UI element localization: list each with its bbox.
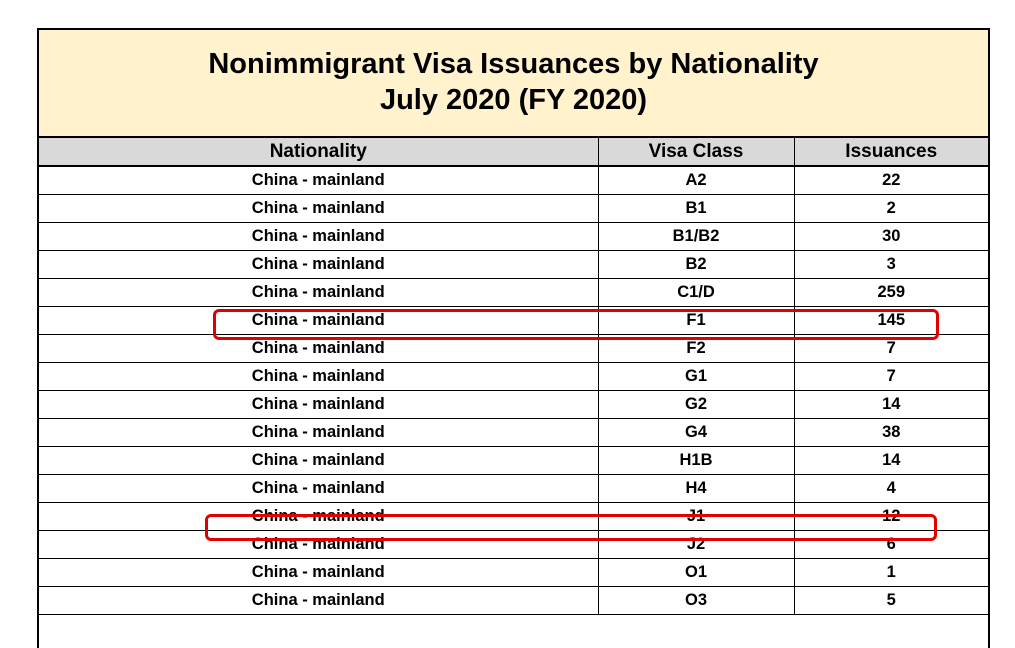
cell-issuances: 6 [794,531,988,559]
page-subtitle: July 2020 (FY 2020) [379,84,648,116]
cell-nationality: China - mainland [39,223,598,251]
table-row [39,251,988,279]
table-row [39,166,988,195]
table-row [39,279,988,307]
cell-issuances: 14 [794,391,988,419]
cell-nationality: China - mainland [39,335,598,363]
cell-nationality: China - mainland [39,419,598,447]
cell-visa-class: H1B [598,447,794,475]
table-row [39,475,988,503]
cell-nationality: China - mainland [39,531,598,559]
table-row [39,503,988,531]
table-row [39,363,988,391]
table-row [39,587,988,615]
table-row [39,531,988,559]
cell-visa-class: C1/D [598,279,794,307]
cell-visa-class: G1 [598,363,794,391]
cell-issuances: 5 [794,587,988,615]
cell-nationality: China - mainland [39,363,598,391]
cell-issuances: 22 [794,166,988,195]
cell-visa-class: O3 [598,587,794,615]
cell-visa-class: G2 [598,391,794,419]
cell-issuances: 14 [794,447,988,475]
cell-issuances: 7 [794,363,988,391]
cell-nationality: China - mainland [39,391,598,419]
cell-issuances: 3 [794,251,988,279]
table-row [39,195,988,223]
cell-nationality: China - mainland [39,251,598,279]
cell-visa-class: B1/B2 [598,223,794,251]
cell-visa-class: O1 [598,559,794,587]
table-row [39,419,988,447]
cell-visa-class: A2 [598,166,794,195]
cell-nationality: China - mainland [39,195,598,223]
table-row [39,391,988,419]
cell-issuances: 2 [794,195,988,223]
table-row [39,335,988,363]
table-header-row [39,138,988,166]
cell-visa-class: J1 [598,503,794,531]
cell-issuances: 12 [794,503,988,531]
table-row [39,223,988,251]
cell-nationality: China - mainland [39,559,598,587]
cell-issuances: 259 [794,279,988,307]
cell-nationality: China - mainland [39,307,598,335]
cell-visa-class: J2 [598,531,794,559]
column-header-visa-class: Visa Class [598,138,794,166]
table-body [39,166,988,615]
cell-issuances: 38 [794,419,988,447]
cell-issuances: 30 [794,223,988,251]
table-row [39,447,988,475]
cell-issuances: 7 [794,335,988,363]
cell-issuances: 145 [794,307,988,335]
cell-nationality: China - mainland [39,279,598,307]
visa-issuance-table [39,138,988,615]
page-title: Nonimmigrant Visa Issuances by Nationality [208,48,819,80]
column-header-issuances: Issuances [794,138,988,166]
table-row [39,307,988,335]
cell-visa-class: H4 [598,475,794,503]
spreadsheet-page [37,28,990,648]
cell-issuances: 4 [794,475,988,503]
cell-nationality: China - mainland [39,503,598,531]
cell-issuances: 1 [794,559,988,587]
cell-visa-class: F1 [598,307,794,335]
cell-nationality: China - mainland [39,447,598,475]
column-header-nationality: Nationality [39,138,598,166]
cell-visa-class: B1 [598,195,794,223]
cell-visa-class: G4 [598,419,794,447]
cell-visa-class: B2 [598,251,794,279]
cell-nationality: China - mainland [39,166,598,195]
cell-visa-class: F2 [598,335,794,363]
table-row [39,559,988,587]
cell-nationality: China - mainland [39,475,598,503]
cell-nationality: China - mainland [39,587,598,615]
title-block [39,30,988,138]
